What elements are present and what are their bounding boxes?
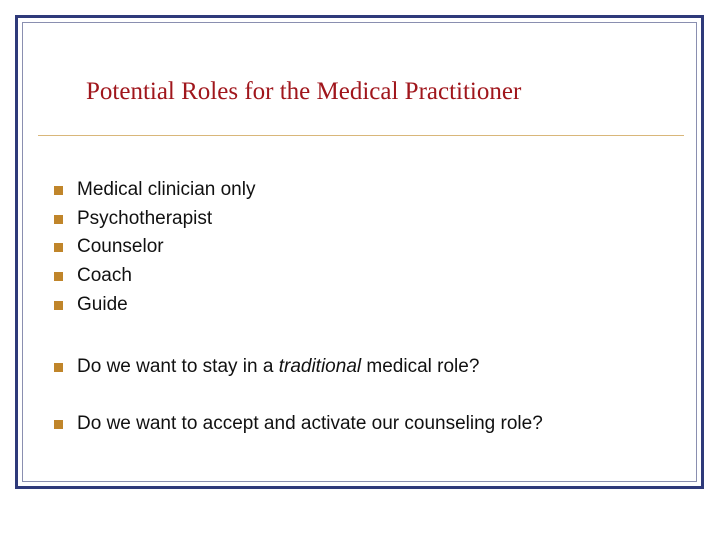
- question-traditional-role: [77, 355, 479, 379]
- role-label: Guide: [77, 294, 128, 315]
- list-item-role: [0, 207, 680, 235]
- square-bullet-icon: [54, 363, 63, 372]
- list-item-role: [0, 235, 680, 263]
- square-bullet-icon: [54, 243, 63, 252]
- role-label: Counselor: [77, 236, 164, 257]
- list-item-role: [0, 264, 680, 292]
- square-bullet-icon: [54, 215, 63, 224]
- list-item-role: [0, 178, 680, 206]
- role-label: Coach: [77, 265, 132, 286]
- slide-title: Potential Roles for the Medical Practitioner: [86, 78, 522, 105]
- role-label: Medical clinician only: [77, 179, 256, 200]
- square-bullet-icon: [54, 186, 63, 195]
- question-emphasis: traditional: [278, 356, 362, 377]
- question-counseling-role: Do we want to accept and activate our counseling role?: [77, 413, 543, 434]
- question-text-after: medical role?: [361, 356, 480, 377]
- square-bullet-icon: [54, 420, 63, 429]
- list-item-question: [0, 412, 680, 440]
- square-bullet-icon: [54, 272, 63, 281]
- title-divider: [38, 135, 684, 136]
- role-label: Psychotherapist: [77, 208, 213, 229]
- list-item-question: [0, 355, 680, 383]
- list-item-role: [0, 293, 680, 321]
- question-text-before: Do we want to stay in a: [77, 356, 279, 377]
- square-bullet-icon: [54, 301, 63, 310]
